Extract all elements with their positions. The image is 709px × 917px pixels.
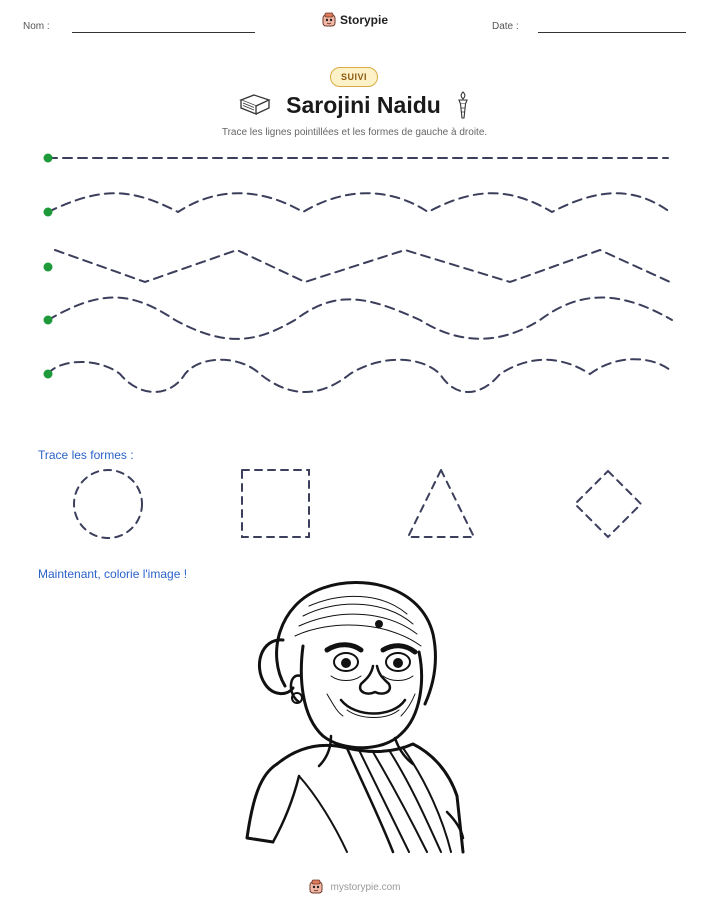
zigzag-line[interactable] <box>55 250 670 282</box>
shapes-heading: Trace les formes : <box>38 448 134 462</box>
storypie-mascot-icon <box>321 12 337 28</box>
footer-site-link[interactable]: mystorypie.com <box>330 881 401 893</box>
start-dot <box>44 154 53 163</box>
bump-wave-line[interactable] <box>48 359 670 392</box>
page-title: Sarojini Naidu <box>286 91 441 118</box>
big-wave-line[interactable] <box>48 298 672 339</box>
name-label: Nom : <box>23 21 50 32</box>
trace-diamond[interactable] <box>575 471 641 537</box>
start-dot <box>44 370 53 379</box>
coloring-heading: Maintenant, colorie l'image ! <box>38 567 188 581</box>
bindi <box>375 620 383 628</box>
book-icon <box>238 92 272 118</box>
trace-square[interactable] <box>242 470 309 537</box>
trace-triangle[interactable] <box>408 470 474 537</box>
date-label: Date : <box>492 21 519 32</box>
page-title-row <box>0 90 709 123</box>
start-dot <box>44 208 53 217</box>
torch-icon <box>455 90 471 120</box>
brand-header <box>0 12 709 33</box>
instructions: Trace les lignes pointillées et les formes de gauche à droite. <box>221 127 488 138</box>
storypie-mascot-icon <box>308 879 324 895</box>
brand-name: Storypie <box>339 13 388 27</box>
start-dot <box>44 263 53 272</box>
status-badge: SUIVI <box>330 67 378 87</box>
start-dot <box>44 316 53 325</box>
coloring-portrait[interactable] <box>243 576 465 854</box>
tracing-lines-area <box>0 140 709 400</box>
footer <box>0 879 709 900</box>
trace-circle[interactable] <box>74 470 142 538</box>
wave-line[interactable] <box>48 193 670 212</box>
shapes-area <box>0 460 709 550</box>
